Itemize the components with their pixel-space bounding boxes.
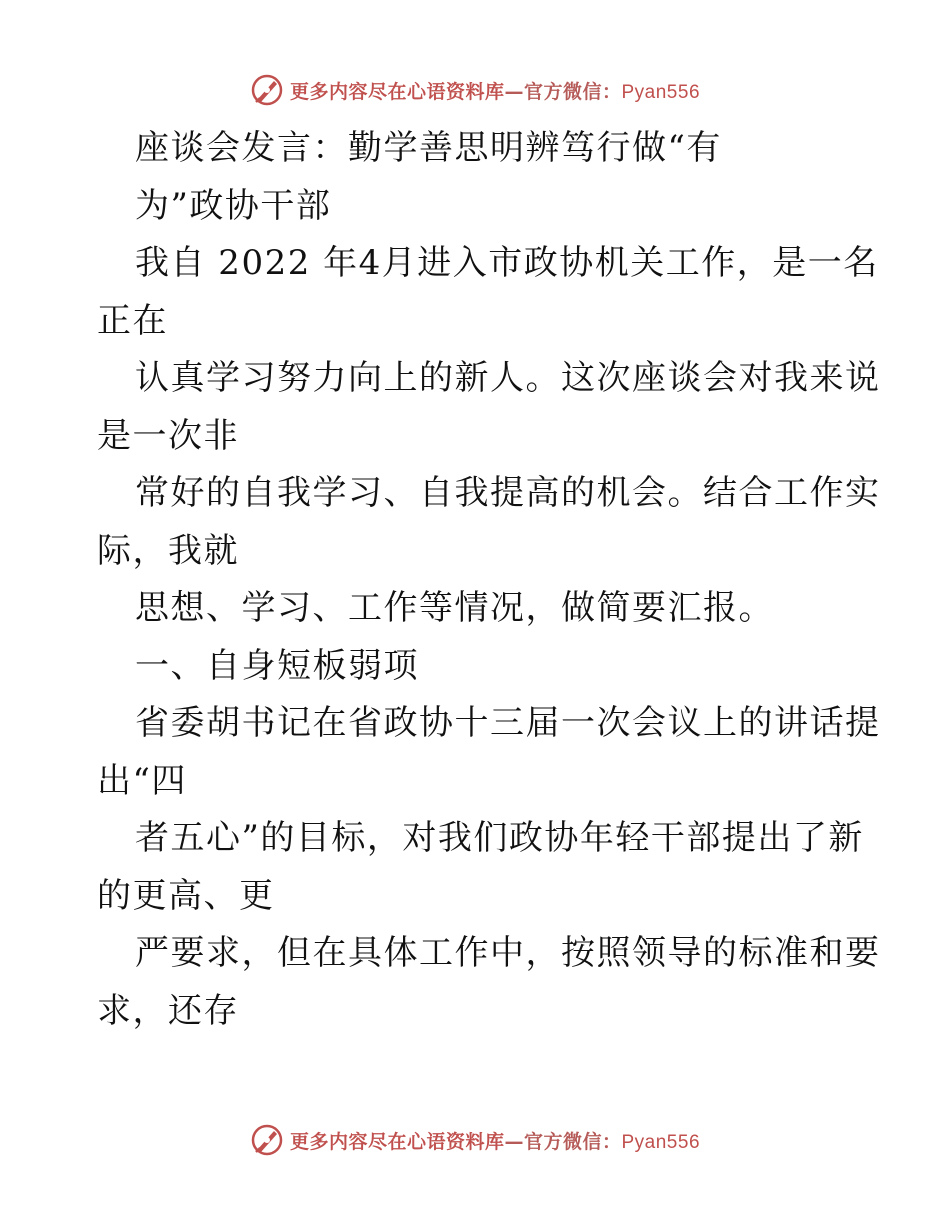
- footer-banner-text: [290, 1127, 700, 1154]
- banner-slogan: 更多内容尽在心语资料库: [289, 80, 505, 103]
- paragraph-line: 省委胡书记在省政协十三届一次会议上的讲话提: [135, 703, 881, 743]
- paragraph-line: 的更高、更: [97, 875, 275, 916]
- banner-wechat-label: 官方微信：: [523, 80, 622, 103]
- quill-logo-icon: [250, 73, 284, 107]
- footer-banner: [0, 1120, 950, 1160]
- paragraph-line: 际，我就: [97, 530, 239, 571]
- document-body: [97, 120, 881, 1040]
- header-banner-text: [290, 77, 700, 104]
- quill-logo-icon: [250, 1123, 284, 1157]
- paragraph-line: 我自 2022 年4月进入市政协机关工作，是一名: [135, 243, 879, 283]
- banner-slogan: 更多内容尽在心语资料库: [289, 1130, 505, 1153]
- title-line-1: 座谈会发言：勤学善思明辨笃行做“有: [135, 128, 722, 168]
- banner-separator: —: [504, 1130, 524, 1153]
- paragraph-line: 正在: [97, 300, 168, 341]
- banner-wechat-label: 官方微信：: [523, 1130, 622, 1153]
- paragraph-line: 严要求，但在具体工作中，按照领导的标准和要: [135, 933, 881, 973]
- paragraph-line: 者五心”的目标，对我们政协年轻干部提出了新: [135, 818, 864, 858]
- paragraph-line: 求，还存: [97, 990, 239, 1031]
- banner-wechat-id: Pyan556: [621, 81, 701, 103]
- header-banner: [0, 70, 950, 110]
- paragraph-line: 出“四: [97, 760, 187, 801]
- paragraph-line: 常好的自我学习、自我提高的机会。结合工作实: [135, 473, 881, 513]
- paragraph-line: 认真学习努力向上的新人。这次座谈会对我来说: [135, 358, 881, 398]
- paragraph-line: 思想、学习、工作等情况，做简要汇报。: [135, 588, 774, 628]
- banner-separator: —: [504, 80, 524, 103]
- banner-wechat-id: Pyan556: [621, 1131, 701, 1153]
- title-line-2: 为”政协干部: [135, 185, 332, 226]
- section-heading: 一、自身短板弱项: [135, 645, 419, 686]
- paragraph-line: 是一次非: [97, 415, 239, 456]
